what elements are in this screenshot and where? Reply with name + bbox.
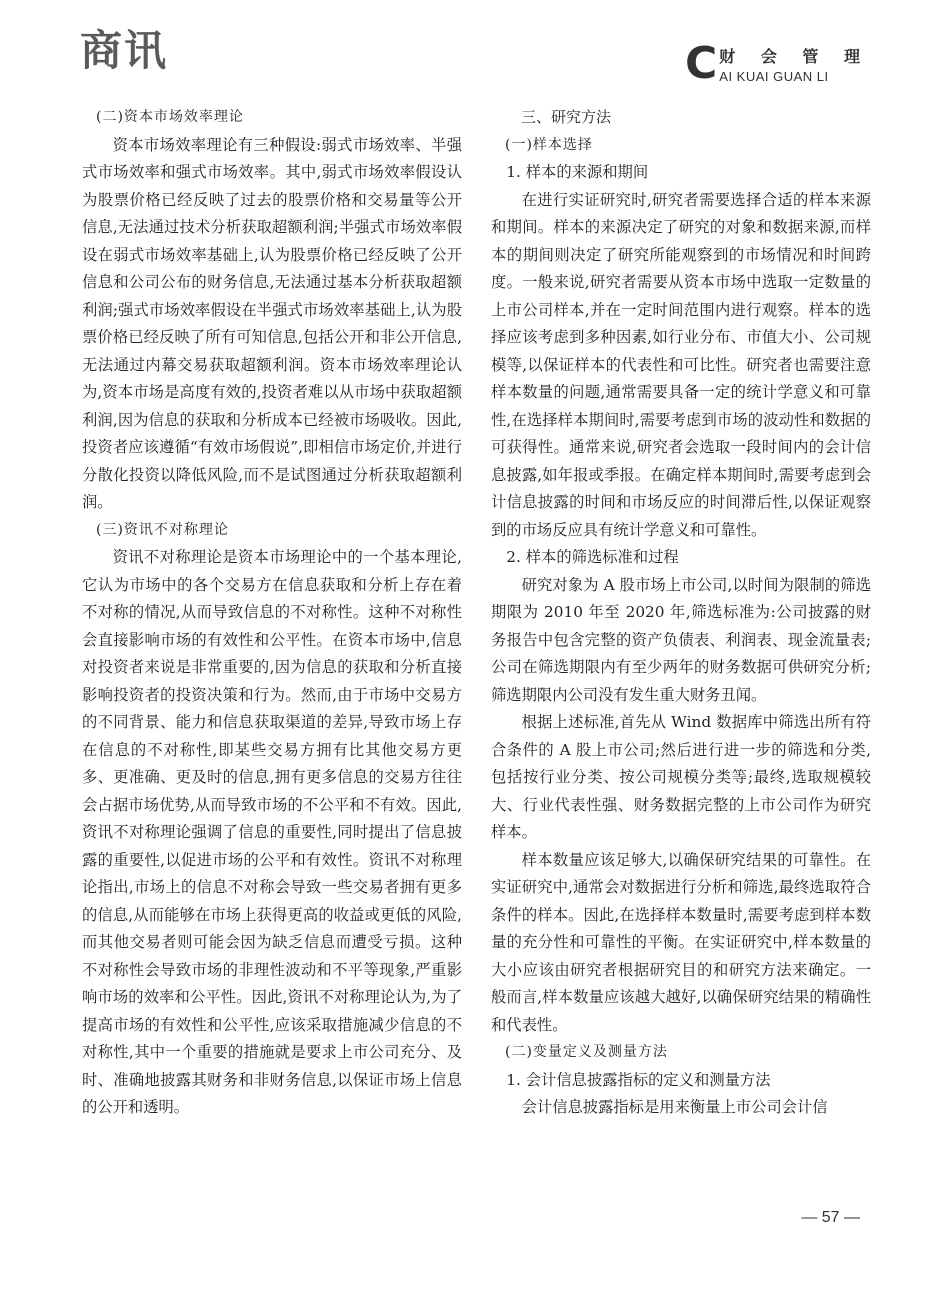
journal-logo-right (684, 38, 870, 89)
page-number: — 57 — (801, 1209, 860, 1226)
paragraph: 研究对象为 A 股市场上市公司,以时间为限制的筛选期限为 2010 年至 2020 年,筛选标准为:公司披露的财务报告中包含完整的资产负债表、利润表、现金流量表;公司在筛选期限内有至少两年的财务数据可供研究分析;筛选期限内公司没有发生重大财务丑闻。 (491, 575, 871, 704)
paragraph: 会计信息披露指标是用来衡量上市公司会计信 (521, 1098, 828, 1116)
journal-logo-left: 商讯 (80, 26, 169, 75)
heading-variables: (二)变量定义及测量方法 (505, 1044, 668, 1060)
heading-sample-selection: (一)样本选择 (505, 136, 593, 153)
heading-info-asymmetry: (三)资讯不对称理论 (96, 521, 229, 538)
paragraph: 根据上述标准,首先从 Wind 数据库中筛选出所有符合条件的 A 股上市公司;然后进行进一步的筛选和分类,包括按行业分类、按公司规模分类等;最终,选取规模较大、行业代表性强、财务数据完整的上市公司作为研究样本。 (491, 713, 871, 841)
logo-titles (719, 44, 870, 84)
heading-research-methods: 三、研究方法 (521, 108, 612, 126)
heading-sample-screen: 2. 样本的筛选标准和过程 (506, 548, 679, 566)
right-column (491, 104, 871, 1122)
section-title-en: AI KUAI GUAN LI (719, 69, 829, 84)
logo-initial: C (684, 38, 718, 89)
paragraph: 资本市场效率理论有三种假设:弱式市场效率、半强式市场效率和强式市场效率。其中,弱式市场效率假设认为股票价格已经反映了过去的股票价格和交易量等公开信息,无法通过技术分析获取超额利润;半强式市场效率假设在弱式市场效率基础上,认为股票价格已经反映了公开信息和公司公布的财务信息,无法通过基本分析获取超额利润;强式市场效率假设在半强式市场效率基础上,认为股票价格已经反映了所有可知信息,包括公开和非公开信息,无法通过内幕交易获取超额利润。资本市场效率理论认为,资本市场是高度有效的,投资者难以从市场中获取超额利润,因为信息的获取和分析成本已经被市场吸收。因此,投资者应该遵循“有效市场假说”,即相信市场定价,并进行分散化投资以降低风险,而不是试图通过分析获取超额利润。 (82, 135, 462, 511)
heading-sample-source: 1. 样本的来源和期间 (506, 163, 649, 181)
paragraph: 资讯不对称理论是资本市场理论中的一个基本理论,它认为市场中的各个交易方在信息获取和分析上存在着不对称的情况,从而导致信息的不对称性。这种不对称性会直接影响市场的有效性和公平性。在资本市场中,信息对投资者来说是非常重要的,因为信息的获取和分析直接影响投资者的投资决策和行为。然而,由于市场中交易方的不同背景、能力和信息获取渠道的差异,导致市场上存在信息的不对称性,即某些交易方拥有比其他交易方更多、更准确、更及时的信息,拥有更多信息的交易方往往会占据市场优势,从而导致市场的不公平和不有效。因此,资讯不对称理论强调了信息的重要性,同时提出了信息披露的重要性,以促进市场的公平和有效性。资讯不对称理论指出,市场上的信息不对称会导致一些交易者拥有更多的信息,从而能够在市场上获得更高的收益或更低的风险,而其他交易者则可能会因为缺乏信息而遭受亏损。这种不对称性会导致市场的非理性波动和不平等现象,严重影响市场的效率和公平性。因此,资讯不对称理论认为,为了提高市场的有效性和公平性,应该采取措施减少信息的不对称性,其中一个重要的措施就是要求上市公司充分、及时、准确地披露其财务和非财务信息,以保证市场上信息的公开和透明。 (82, 548, 462, 1116)
heading-disclosure-indicator: 1. 会计信息披露指标的定义和测量方法 (506, 1070, 771, 1089)
heading-capital-market: (二)资本市场效率理论 (96, 109, 244, 125)
paragraph: 在进行实证研究时,研究者需要选择合适的样本来源和期间。样本的来源决定了研究的对象和数据来源,而样本的期间则决定了研究所能观察到的市场情况和时间跨度。一般来说,研究者需要从资本市场中选取一定数量的上市公司样本,并在一定时间范围内进行观察。样本的选择应该考虑到多种因素,如行业分布、市值大小、公司规模等,以保证样本的代表性和可比性。研究者也需要注意样本数量的问题,通常需要具备一定的统计学意义和可靠性,在选择样本期间时,需要考虑到市场的波动性和数据的可获得性。通常来说,研究者会选取一段时间内的会计信息披露,如年报或季报。在确定样本期间时,需要考虑到会计信息披露的时间和市场反应的时间滞后性,以保证观察到的市场反应具有统计学意义和可靠性。 (491, 190, 871, 539)
section-title-cn: 财 会 管 理 (719, 47, 870, 66)
left-column (82, 104, 462, 1122)
paragraph: 样本数量应该足够大,以确保研究结果的可靠性。在实证研究中,通常会对数据进行分析和筛选,最终选取符合条件的样本。因此,在选择样本数量时,需要考虑到样本数量的充分性和可靠性的平衡。在实证研究中,样本数量的大小应该由研究者根据研究目的和研究方法来确定。一般而言,样本数量应该越大越好,以确保研究结果的精确性和代表性。 (491, 850, 871, 1034)
